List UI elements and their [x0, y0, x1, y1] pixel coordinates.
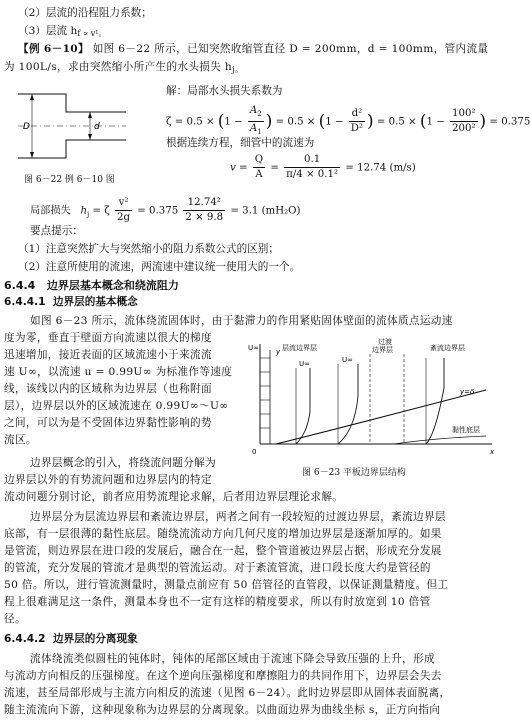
paragraph-line: 流区。	[4, 434, 37, 446]
paragraph-line: 程上很难满足这一条件，测量本身也不一定有这样的精度要求，所以有时放宽到 10 倍管	[4, 596, 431, 608]
transition-label: 过渡	[378, 338, 392, 346]
fraction-num: 12.74²	[183, 196, 225, 211]
paragraph-line: 是管流，则边界层在进口段的发展后，融合在一起，整个管道被边界层占据，形成充分发展	[4, 545, 442, 557]
text-span: 边界层的分离现象	[52, 633, 138, 645]
local-loss-formula: 局部损失 $h_j = \zeta$ $\frac{\text{v²}}{2g}$ = 0.375 $\frac{\text{12.74²}}{2 \times 9.8}$ = 3.1 (mH₂O)	[30, 197, 301, 223]
text-span: h	[80, 205, 88, 217]
example-label: 【例 6－10】	[18, 43, 89, 55]
u-infinity-label: U∞	[342, 356, 353, 364]
paragraph-line: 如图 6－23 所示，流体绕流固体时，由于黏滞力的作用紧贴固体壁面的流体质点运动速	[30, 315, 453, 327]
text-line: （2）层流的沿程阻力系数；	[18, 7, 152, 19]
example-line-2	[4, 60, 243, 77]
figure-6-23-caption: 图 6－23 平板边界层结构	[302, 468, 406, 478]
viscous-sublayer-label: 黏性底层	[452, 426, 480, 434]
origin-label: 0	[252, 448, 257, 456]
fraction-den: π/4 × 0.1²	[286, 169, 339, 180]
fraction-den: 200²	[452, 123, 476, 135]
fraction-den: $A_1$	[249, 123, 262, 137]
fraction-num: $A_2$	[248, 104, 264, 122]
example-text: 如图 6－22 所示，已知突然收缩管直径 D = 200mm，d = 100mm，管内流量	[92, 43, 489, 55]
text-span: = 0.375	[486, 116, 530, 128]
paragraph-line: 流体绕流类似圆柱的钝体时，钝体的尾部区域由于流速下降会导致压强的上升，形成	[30, 653, 435, 665]
paragraph-line: 线，该线以内的区域称为边界层（也称附面	[4, 383, 212, 395]
paragraph-line: 层），边界层以外的区域流速在 0.99U∞～U∞	[4, 400, 229, 412]
fraction-den: D²	[350, 123, 363, 135]
text-span: = ζ	[89, 205, 113, 217]
fraction-den: A	[255, 169, 263, 180]
text-span: （3）层流 h	[18, 25, 78, 37]
text-line	[18, 24, 107, 41]
paragraph-line: 之间，可以为是不受固体边界黏性影响的势	[4, 417, 212, 429]
text-span: f ∝ v¹。	[77, 29, 107, 38]
fraction-num: v²	[115, 196, 132, 211]
text-span: j。	[232, 65, 244, 74]
paragraph-line: 50 倍。所以，进行管流测量时，测量点前应有 50 倍管径的直管段，以保证测量精度。但工	[4, 579, 449, 591]
figure-6-23	[246, 338, 498, 460]
section-6-4-4-heading	[4, 278, 179, 293]
laminar-boundary-layer-label: 层流边界层	[282, 344, 317, 352]
y-axis-label: y	[276, 348, 281, 356]
zeta-formula: ζ = 0.5 × (1 − $\frac{A_2}{A_1}$ ) = 0.5 × (1 − $\frac{\text{d²}}{\text{D²}}$ ) = 0.5 × (1 − $\frac{\text{100²}}{\text{200²}}$ ) = 0.375	[166, 104, 530, 139]
x-axis-label: x	[490, 448, 495, 456]
diameter-D-label: D	[23, 122, 30, 132]
text-span: 6.4.4.2	[4, 633, 46, 645]
text-span: =	[267, 162, 283, 174]
paragraph-line: 的管流，充分发展的管流才是典型的管流运动。对于紊流管流，进口段长度大约是管径的	[4, 562, 431, 574]
paragraph-line: 与流动方向相反的压强梯度。在这个逆向压强梯度和摩擦阻力的共同作用下，边界层会失去	[4, 670, 442, 682]
points-heading: 要点提示：	[30, 225, 83, 237]
diameter-d-label: d	[94, 122, 100, 132]
paragraph-line: 边界层以外的有势流问题和边界层内的特定	[4, 474, 212, 486]
paragraph-line: 迅速增加，接近表面的区域流速小于来流流	[4, 349, 212, 361]
u-infinity-label: U∞	[299, 360, 310, 368]
paragraph-line: 边界层分为层流边界层和紊流边界层，两者之间有一段较短的过渡边界层，紊流边界层	[30, 511, 446, 523]
point-1: （1）注意突然扩大与突然缩小的阻力系数公式的区别；	[18, 243, 279, 255]
point-2: （2）注意所使用的流速，两流速中建议统一使用大的一个。	[18, 261, 301, 273]
example-line	[18, 42, 488, 57]
text-span: = 0.375	[134, 205, 182, 217]
text-span: 为 100L/s，求由突然缩小所产生的水头损失 h	[4, 61, 233, 73]
fraction-num: d²	[349, 107, 365, 122]
fraction-den: 2 × 9.8	[185, 212, 224, 223]
paragraph-line: 流速，甚至局部形成与主流方向相反的流速（见图 6－24）。此时边界层即从固体表面脱离，	[4, 687, 451, 699]
text-span: 6.4.4	[4, 279, 36, 292]
paragraph-line: 度为零，垂直于壁面方向流速以很大的梯度	[4, 332, 212, 344]
text-span: = 0.5 ×	[272, 116, 319, 128]
text-span: 局部损失	[30, 205, 71, 217]
paragraph-line: 随主流流向下游，这种现象称为边界层的分离现象。以曲面边界为曲线坐标 s，正方向指向	[4, 704, 441, 716]
fraction-num: 0.1	[284, 153, 340, 168]
paragraph-line: 边界层概念的引入，将绕流问题分解为	[30, 457, 217, 469]
paragraph-line: 速 U∞，以流速 u = 0.99U∞ 为标准作等速度	[4, 366, 233, 378]
u-infinity-label: U∞	[248, 344, 259, 352]
paragraph-line: 流动问题分别讨论，前者应用势流理论求解，后者用边界层理论求解。	[4, 491, 344, 503]
velocity-formula	[230, 153, 416, 182]
text-span: 边界层基本概念和绕流阻力	[46, 279, 179, 292]
figure-6-22	[12, 88, 132, 166]
continuity-line: 根据连续方程，细管中的流速为	[166, 137, 315, 149]
text-span: 边界层的基本概念	[52, 296, 138, 308]
fraction-num: Q	[253, 153, 265, 168]
text-span: v =	[230, 162, 251, 174]
paragraph-line: 底部，有一层很薄的黏性底层。随绕流流动方向几何尺度的增加边界层是逐渐加厚的。如果	[4, 528, 442, 540]
turbulent-boundary-layer-label: 紊流边界层	[430, 344, 465, 352]
solution-line: 解：局部水头损失系数为	[166, 85, 283, 97]
section-6-4-4-1-heading	[4, 295, 138, 310]
paragraph-line: 径。	[4, 613, 26, 625]
text-span: = 12.74 (m/s)	[342, 162, 416, 174]
text-span: = 3.1 (mH₂O)	[227, 205, 301, 217]
y-delta-label: y=δ	[460, 388, 475, 396]
text-span: ζ = 0.5 ×	[166, 116, 218, 128]
text-span: 6.4.4.1	[4, 296, 46, 308]
figure-6-22-caption: 图 6－22 例 6－10 图	[24, 175, 115, 185]
fraction-den: 2g	[116, 212, 130, 223]
transition-label-2: 边界层	[372, 346, 393, 354]
fraction-num: 100²	[450, 107, 478, 122]
section-6-4-4-2-heading	[4, 632, 138, 647]
text-span: = 0.5 ×	[373, 116, 420, 128]
